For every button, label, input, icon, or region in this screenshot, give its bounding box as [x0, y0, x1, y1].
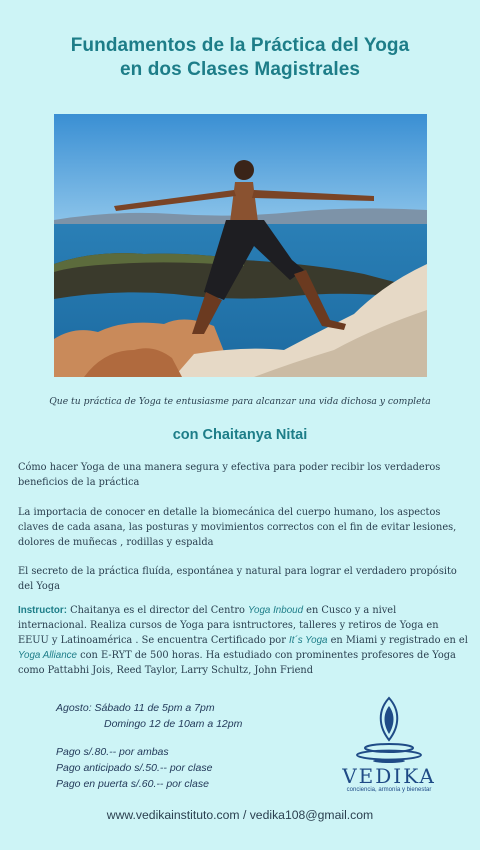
vedika-logo	[334, 694, 444, 794]
page-title	[0, 34, 480, 82]
title-line-1: Fundamentos de la Práctica del Yoga	[70, 35, 410, 56]
bio-text-2: en Cusco y a nivel internacional. Realiza cursos de Yoga para isntructores, talleres y retiros de Yoga en EEUU y Latinoamérica . Se encuentra Certificado por	[18, 605, 439, 646]
schedule-line-1: Agosto: Sábado 11 de 5pm a 7pm	[56, 702, 215, 714]
title-line-2: en dos Clases Magistrales	[119, 59, 361, 80]
bio-brand-1: Yoga Inboud	[248, 605, 304, 616]
price-item: Pago en puerta s/.60.-- por clase	[56, 778, 209, 790]
bio-text-3: en Miami y registrado en el	[327, 635, 468, 646]
schedule	[56, 700, 242, 732]
lotus-icon	[334, 694, 444, 764]
yoga-photo	[54, 114, 427, 377]
schedule-line-2: Domingo 12 de 10am a 12pm	[104, 718, 243, 730]
price-item: Pago anticipado s/.50.-- por clase	[56, 762, 213, 774]
bio-brand-2: It´s Yoga	[289, 635, 328, 646]
paragraph-3: El secreto de la práctica fluída, espontánea y natural para lograr el verdadero propósito del Yoga	[18, 566, 457, 592]
logo-subtitle: conciencia, armonía y bienestar	[346, 787, 432, 793]
paragraph-1: Cómo hacer Yoga de una manera segura y efectiva para poder recibir los verdaderos beneficios de la práctica	[18, 462, 441, 488]
price-list	[56, 744, 212, 792]
paragraph-2: La importacia de conocer en detalle la biomecánica del cuerpo humano, los aspectos claves de cada asana, las posturas y movimientos correctos con el fin de evitar lesiones, dolores de muñecas , rodillas y espalda	[18, 507, 457, 548]
bio-text-4: con E-RYT de 500 horas. Ha estudiado con prominentes profesores de Yoga como Pattabhi Jois, Reed Taylor, Larry Schultz, John Friend	[18, 650, 456, 676]
instructor-bio	[18, 603, 468, 678]
tagline: Que tu práctica de Yoga te entusiasme para alcanzar una vida dichosa y completa	[49, 396, 431, 407]
footer-contact: www.vedikainstituto.com / vedika108@gmail.com	[106, 808, 374, 822]
instructor-heading: con Chaitanya Nitai	[172, 427, 308, 443]
logo-name: VEDIKA	[342, 764, 436, 788]
instructor-label: Instructor:	[18, 605, 67, 616]
bio-text-1: Chaitanya es el director del Centro	[67, 605, 249, 616]
bio-brand-3: Yoga Alliance	[18, 650, 78, 661]
price-item: Pago s/.80.-- por ambas	[56, 746, 169, 758]
yoga-pose-illustration	[54, 114, 427, 377]
